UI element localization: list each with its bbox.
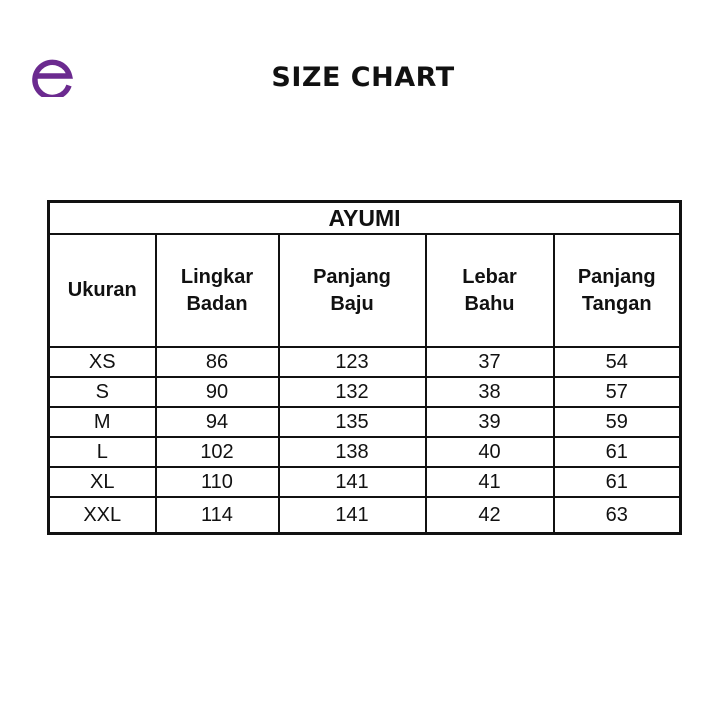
table-cell: 63 <box>554 497 681 534</box>
table-cell: 42 <box>426 497 554 534</box>
table-cell: 54 <box>554 347 681 377</box>
column-header-lebar-bahu: Lebar Bahu <box>426 234 554 347</box>
table-row <box>49 497 681 534</box>
table-row <box>49 407 681 437</box>
table-row <box>49 377 681 407</box>
table-cell: 123 <box>279 347 426 377</box>
table-cell: L <box>49 437 156 467</box>
table-cell: 110 <box>156 467 279 497</box>
size-chart-table <box>47 200 682 535</box>
table-brand-title: AYUMI <box>49 202 681 235</box>
column-header-lingkar-badan: Lingkar Badan <box>156 234 279 347</box>
table-cell: 138 <box>279 437 426 467</box>
table-row <box>49 467 681 497</box>
table-cell: 135 <box>279 407 426 437</box>
table-cell: 132 <box>279 377 426 407</box>
table-cell: 40 <box>426 437 554 467</box>
table-cell: S <box>49 377 156 407</box>
table-header-row <box>49 234 681 347</box>
table-cell: 41 <box>426 467 554 497</box>
table-cell: M <box>49 407 156 437</box>
table-cell: 37 <box>426 347 554 377</box>
table-cell: 114 <box>156 497 279 534</box>
column-header-panjang-tangan: Panjang Tangan <box>554 234 681 347</box>
table-cell: 38 <box>426 377 554 407</box>
table-cell: 61 <box>554 437 681 467</box>
table-brand-row <box>49 202 681 235</box>
table-cell: 102 <box>156 437 279 467</box>
table-cell: XXL <box>49 497 156 534</box>
table-cell: 90 <box>156 377 279 407</box>
table-cell: 141 <box>279 497 426 534</box>
table-cell: 39 <box>426 407 554 437</box>
column-header-panjang-baju: Panjang Baju <box>279 234 426 347</box>
column-header-ukuran: Ukuran <box>49 234 156 347</box>
table-cell: 94 <box>156 407 279 437</box>
table-cell: XL <box>49 467 156 497</box>
table-cell: 61 <box>554 467 681 497</box>
table-cell: 59 <box>554 407 681 437</box>
table-cell: 57 <box>554 377 681 407</box>
table-row <box>49 437 681 467</box>
page-title: SIZE CHART <box>271 62 455 93</box>
table-cell: XS <box>49 347 156 377</box>
table-cell: 86 <box>156 347 279 377</box>
table-cell: 141 <box>279 467 426 497</box>
table-row <box>49 347 681 377</box>
